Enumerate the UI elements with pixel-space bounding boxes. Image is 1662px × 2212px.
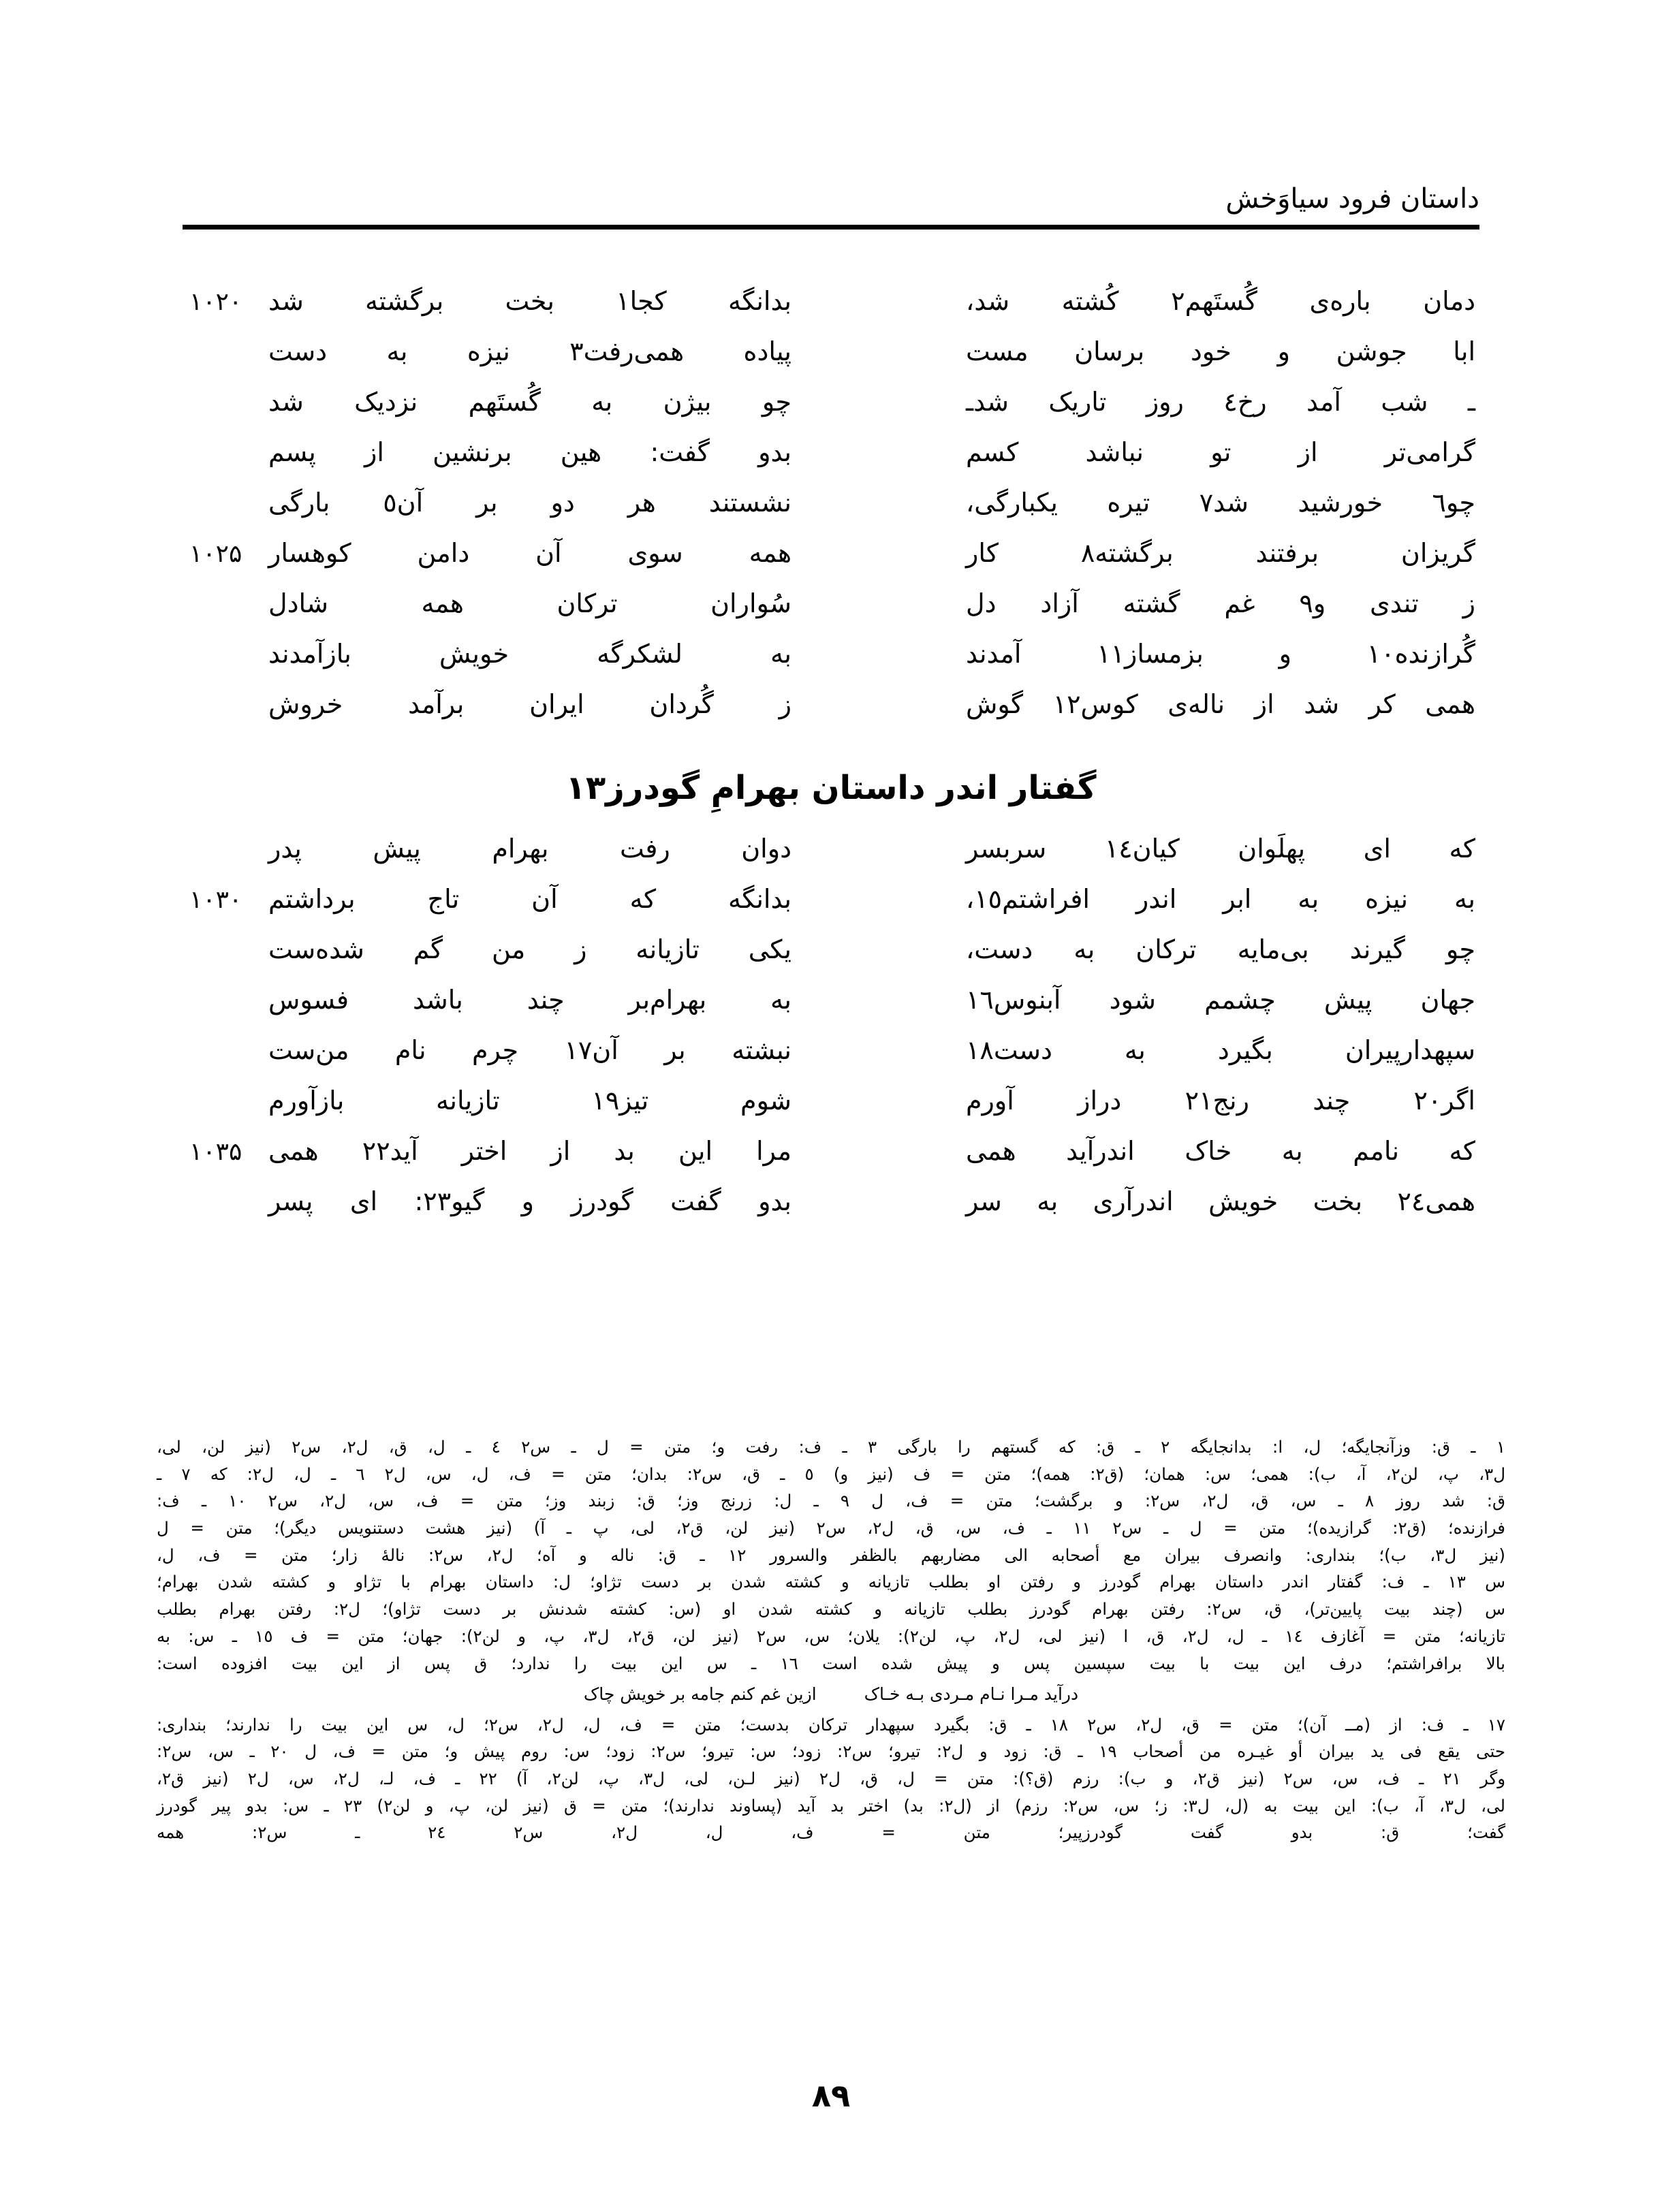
hemistich-left: گُرازنده١٠ و بزمساز١١ آمدند	[966, 639, 1476, 669]
hemistich-right: پیاده همی‌رفت٣ نیزه به دست	[268, 336, 792, 366]
interpolated-couplet	[157, 1681, 1505, 1709]
hemistich-left: به نیزه به ابر اندر افراشتم١٥،	[966, 884, 1475, 915]
hemistich-right: چو بیژن به گُستَهم نزدیک شد	[268, 387, 791, 417]
couplet-row	[183, 538, 1479, 588]
running-head-area	[183, 183, 1479, 230]
interpolated-hemistich-left: ازین غم کنم جامه بر خویش چاک	[583, 1684, 817, 1705]
couplet-row	[183, 588, 1479, 639]
hemistich-right: سُواران ترکان همه شادل	[268, 588, 791, 618]
couplet-row	[183, 834, 1479, 884]
apparatus-line: فرازنده؛ (ق٢: گرازیده)؛ متن = ل ـ س٢ ١١ ـ ف، س، ق، ل٢، س٢ (نیز لن، ق٢، لی، پ ـ آ) (نیز هشت دستنویس دیگر)؛ متن = ل	[157, 1518, 1505, 1538]
hemistich-left: جهان پیش چشمم شود آبنوس١٦	[966, 985, 1475, 1015]
apparatus-line: تازیانه؛ متن = آغازف ١٤ ـ ل، ل٢، ق، ا (نیز لی، ل٢، پ، لن٢): یلان؛ س، س٢ (نیز لن، ق٢، ل٣، پ، و لن٢): جهان؛ متن = ف ١٥ ـ س: به	[157, 1626, 1505, 1646]
apparatus-line: وگر ٢١ ـ ف، س، س٢ (نیز ق٢، و ب): رزم (ق؟): متن = ل، ق، ل٢ (نیز لـن، لی، ل٣، پ، لن٢، آ) ٢٢ ـ ف، لـ، ل٢، س، ل٢ (نیز ق٢،	[157, 1769, 1506, 1789]
verse-body	[183, 286, 1479, 1237]
verse-number: ۱۰۲۰	[189, 288, 242, 316]
apparatus-line: س ١٣ ـ ف: گفتار اندر داستان بهرام گودرز و رفتن او بطلب تازیانه و کشته شدن بر دست تژاو؛ ل: داستان بهرام با تژاو و کشته شدن بهرام؛	[157, 1572, 1505, 1592]
critical-apparatus	[157, 1434, 1505, 1846]
hemistich-left: همی٢٤ بخت خویش اندرآری به سر	[966, 1186, 1475, 1217]
section-two-couplets	[183, 834, 1479, 1237]
couplet-row	[183, 985, 1479, 1035]
couplet-row	[183, 1186, 1479, 1237]
apparatus-line: ١ ـ ق: وزآنجایگه؛ ل، ا: بدانجایگه ٢ ـ ق: که گستهم را بارگی ٣ ـ ف: رفت و؛ متن = ل ـ س٢ ٤ ـ ل، ق، ل٢، س٢ (نیز لن، لی،	[157, 1437, 1505, 1457]
hemistich-left: اگر٢٠ چند رنج٢١ دراز آورم	[966, 1086, 1475, 1116]
verse-number: ۱۰۳۵	[189, 1138, 242, 1167]
hemistich-right: بدو گفت گودرز و گیو٢٣: ای پسر	[268, 1186, 791, 1217]
hemistich-left: گرامی‌تر از تو نباشد کسم	[966, 437, 1475, 467]
couplet-row	[183, 387, 1479, 437]
section-one-couplets	[183, 286, 1479, 740]
apparatus-line: گفت؛ ق: بدو گفت گودرزپیر؛ متن = ف، ل، ل٢، س٢ ٢٤ ـ س٢: همه	[157, 1822, 1505, 1843]
couplet-row	[183, 336, 1479, 387]
hemistich-left: ـ شب آمد رخ٤ روز تاریک شدـ	[966, 387, 1475, 417]
hemistich-right: نبشته بر آن١٧ چرم نام من‌ست	[268, 1035, 791, 1066]
couplet-row	[183, 934, 1479, 985]
apparatus-line: بالا برافراشتم؛ درف این بیت با بیت سپسین پس و پیش شده است ١٦ ـ س این بیت را ندارد؛ ق پس از این بیت افزوده است:	[157, 1653, 1505, 1673]
couplet-row	[183, 286, 1479, 336]
hemistich-left: گریزان برفتند برگشته٨ کار	[966, 538, 1475, 568]
hemistich-right: به لشکرگه خویش بازآمدند	[268, 639, 791, 669]
hemistich-right: ز گُردان ایران برآمد خروش	[268, 689, 791, 719]
running-head: داستان فرود سیاوَخش	[1225, 183, 1479, 215]
hemistich-right: به بهرام‌بر چند باشد فسوس	[268, 985, 791, 1015]
hemistich-right: یکی تازیانه ز من گم شده‌ست	[268, 934, 791, 965]
couplet-row	[183, 488, 1479, 538]
verse-number: ۱۰۲۵	[189, 540, 242, 568]
apparatus-part-one	[157, 1434, 1505, 1677]
hemistich-right: بدو گفت: هین برنشین از پسم	[268, 437, 791, 467]
apparatus-line: (نیز ل٣، ب)؛ بنداری: وانصرف بیران مع أصحابه الی مضاربهم بالظفر والسرور ١٢ ـ ق: ناله و آه؛ ل٢، س٢: نالهٔ زار؛ متن = ف، ل،	[157, 1545, 1505, 1565]
hemistich-right: بدانگه کجا١ بخت برگشته شد	[268, 286, 791, 316]
hemistich-left: که ای پهلَوان کیان١٤ سربسر	[966, 834, 1476, 864]
couplet-row	[183, 884, 1479, 934]
hemistich-right: نشستند هر دو بر آن٥ بارگی	[268, 488, 792, 518]
couplet-row	[183, 1035, 1479, 1086]
folio-number: ۸۹	[811, 2077, 851, 2114]
hemistich-right: بدانگه که آن تاج برداشتم	[268, 884, 791, 915]
hemistich-left: ز تندی و٩ غم گشته آزاد دل	[966, 588, 1476, 618]
hemistich-left: ابا جوشن و خود برسان مست	[966, 336, 1475, 366]
apparatus-line: س (چند بیت پایین‌تر)، ق، س٢: رفتن بهرام گودرز بطلب تازیانه و کشته شدن او (س: کشته شدنش بر دست تژاو)؛ ل٢: رفتن بهرام بطلب	[157, 1599, 1505, 1620]
apparatus-line: ل٣، پ، لن٢، آ، ب): همی؛ س: همان؛ (ق٢: همه)؛ متن = ف (نیز و) ٥ ـ ق، س٢: بدان؛ متن = ف، ل، س، ل٢ ٦ ـ ل، ل٢: که ٧ ـ	[157, 1464, 1506, 1484]
hemistich-left: دمان باره‌ی گُستَهم٢ کُشته شد،	[966, 286, 1475, 316]
hemistich-left: همی کر شد از ناله‌ی کوس١٢ گوش	[966, 689, 1475, 719]
section-heading: گفتار اندر داستان بهرامِ گودرز١٣	[565, 769, 1097, 807]
couplet-row	[183, 689, 1479, 740]
couplet-row	[183, 437, 1479, 488]
apparatus-part-two	[157, 1711, 1505, 1846]
header-rule	[183, 225, 1479, 230]
apparatus-line: حتی یقع فی ید بیران أو غیـره من أصحاب ١٩ ـ ق: زود و ل٢: تیرو؛ س٢: زود؛ س: تیرو؛ س٢: زود؛ س: روم پیش و؛ متن = ف، ل ٢٠ ـ س، س٢:	[157, 1741, 1506, 1762]
verse-number: ۱۰۳۰	[189, 886, 242, 915]
hemistich-right: همه سوی آن دامن کوهسار	[268, 538, 791, 568]
couplet-row	[183, 1086, 1479, 1136]
couplet-row	[183, 639, 1479, 689]
couplet-row	[183, 1136, 1479, 1186]
hemistich-left: چو گیرند بی‌مایه ترکان به دست،	[966, 934, 1475, 965]
apparatus-line: لی، ل٣، آ، ب): این بیت به (ل، ل٣: ز؛ س، س٢: رزم) از (ل٢: بد) اختر بد آید (پساوند ندارند)؛ متن = ق (نیز لن، پ، و لن٢) ٢٣ ـ س: بدو پیر گودرز	[157, 1795, 1505, 1816]
hemistich-right: شوم تیز١٩ تازیانه بازآورم	[268, 1086, 791, 1116]
hemistich-left: که نامم به خاک اندرآید همی	[966, 1136, 1475, 1167]
hemistich-right: دوان رفت بهرام پیش پدر	[268, 834, 791, 864]
hemistich-left: سپهدارپیران بگیرد به دست١٨	[966, 1035, 1475, 1066]
hemistich-left: چو٦ خورشید شد٧ تیره یکبارگی،	[966, 488, 1476, 518]
hemistich-right: مرا این بد از اختر آید٢٢ همی	[268, 1136, 792, 1167]
apparatus-line: ق: شد روز ٨ ـ س، ق، ل٢، س٢: و برگشت؛ متن = ف، ل ٩ ـ ل: زرنج وز؛ ق: زبند وز؛ متن = ف، س، ل٢، س٢ ١٠ ـ ف:	[157, 1491, 1505, 1511]
interpolated-hemistich-right: درآید مـرا نـام مـردی بـه خـاک	[864, 1684, 1079, 1705]
apparatus-line: ١٧ ـ ف: از (مــ آن)؛ متن = ق، ل٢، س٢ ١٨ ـ ق: بگیرد سپهدار ترکان بدست؛ متن = ف، ل، ل٢، س٢؛ ل، س این بیت را ندارند؛ بنداری:	[157, 1714, 1506, 1735]
